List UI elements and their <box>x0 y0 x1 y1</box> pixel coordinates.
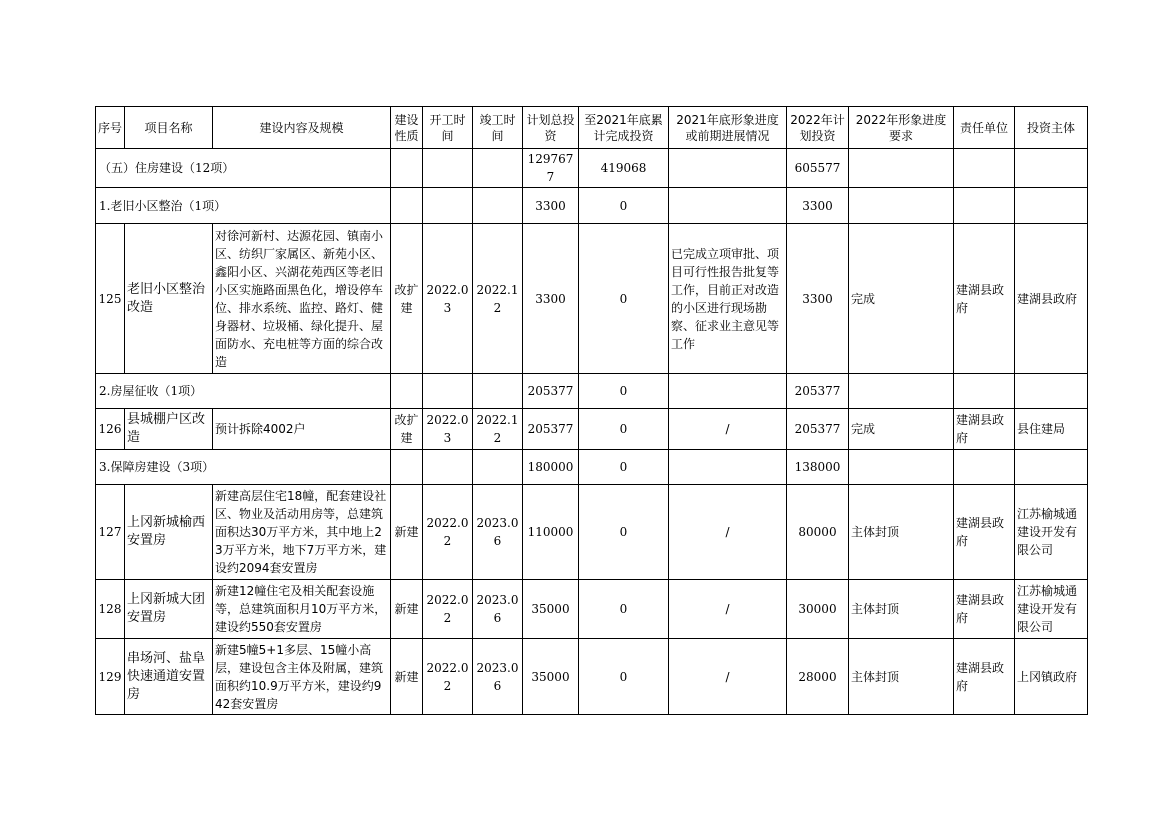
row-nature: 新建 <box>391 639 423 715</box>
row-done2021: 0 <box>579 580 669 639</box>
section-label: （五）住房建设（12项） <box>96 149 391 188</box>
header-unit: 责任单位 <box>954 107 1015 149</box>
row-plan2022: 3300 <box>787 224 849 374</box>
row-seq: 127 <box>96 485 125 580</box>
row-end: 2022.12 <box>473 409 523 450</box>
row-seq: 129 <box>96 639 125 715</box>
row-unit: 建湖县政府 <box>954 409 1015 450</box>
header-end: 竣工时间 <box>473 107 523 149</box>
section-done2021: 0 <box>579 374 669 409</box>
header-req2022: 2022年形象进度要求 <box>849 107 954 149</box>
header-seq: 序号 <box>96 107 125 149</box>
row-plan2022: 28000 <box>787 639 849 715</box>
row-end: 2022.12 <box>473 224 523 374</box>
header-total: 计划总投资 <box>523 107 579 149</box>
row-seq: 125 <box>96 224 125 374</box>
row-nature: 改扩建 <box>391 224 423 374</box>
row-total: 35000 <box>523 639 579 715</box>
section-label: 1.老旧小区整治（1项） <box>96 188 391 224</box>
table-row <box>96 485 1088 580</box>
row-plan2022: 205377 <box>787 409 849 450</box>
section-plan2022: 138000 <box>787 450 849 485</box>
housing-projects-sheet <box>95 106 1088 715</box>
row-req2022: 主体封顶 <box>849 639 954 715</box>
row-progress2021: / <box>669 409 787 450</box>
row-done2021: 0 <box>579 639 669 715</box>
header-name: 项目名称 <box>125 107 213 149</box>
row-unit: 建湖县政府 <box>954 485 1015 580</box>
section-total: 180000 <box>523 450 579 485</box>
row-name: 串场河、盐阜快速通道安置房 <box>125 639 213 715</box>
row-content: 新建5幢5+1多层、15幢小高层，建设包含主体及附属，建筑面积约10.9万平方米，建设约942套安置房 <box>213 639 391 715</box>
row-name: 上冈新城大团安置房 <box>125 580 213 639</box>
row-plan2022: 80000 <box>787 485 849 580</box>
row-name: 县城棚户区改造 <box>125 409 213 450</box>
row-total: 205377 <box>523 409 579 450</box>
table-row <box>96 409 1088 450</box>
row-investor: 上冈镇政府 <box>1015 639 1088 715</box>
section-row <box>96 188 1088 224</box>
row-progress2021: 已完成立项审批、项目可行性报告批复等工作，目前正对改造的小区进行现场勘察、征求业主意见等工作 <box>669 224 787 374</box>
row-start: 2022.02 <box>423 580 473 639</box>
row-nature: 新建 <box>391 580 423 639</box>
section-done2021: 0 <box>579 450 669 485</box>
header-done2021: 至2021年底累计完成投资 <box>579 107 669 149</box>
row-unit: 建湖县政府 <box>954 580 1015 639</box>
section-row <box>96 374 1088 409</box>
row-nature: 新建 <box>391 485 423 580</box>
header-plan2022: 2022年计划投资 <box>787 107 849 149</box>
row-start: 2022.03 <box>423 409 473 450</box>
row-content: 对徐河新村、达源花园、镇南小区、纺织厂家属区、新苑小区、鑫阳小区、兴湖花苑西区等老旧小区实施路面黑色化，增设停车位、排水系统、监控、路灯、健身器材、垃圾桶、绿化提升、屋面防水、充电桩等方面的综合改造 <box>213 224 391 374</box>
row-investor: 江苏榆城通建设开发有限公司 <box>1015 580 1088 639</box>
row-unit: 建湖县政府 <box>954 639 1015 715</box>
row-name: 上冈新城榆西安置房 <box>125 485 213 580</box>
table-row <box>96 224 1088 374</box>
header-row <box>96 107 1088 149</box>
row-total: 3300 <box>523 224 579 374</box>
section-label: 2.房屋征收（1项） <box>96 374 391 409</box>
row-progress2021: / <box>669 580 787 639</box>
row-req2022: 主体封顶 <box>849 580 954 639</box>
section-plan2022: 605577 <box>787 149 849 188</box>
section-label: 3.保障房建设（3项） <box>96 450 391 485</box>
row-name: 老旧小区整治改造 <box>125 224 213 374</box>
row-total: 110000 <box>523 485 579 580</box>
section-row <box>96 149 1088 188</box>
section-total: 1297677 <box>523 149 579 188</box>
row-seq: 126 <box>96 409 125 450</box>
row-investor: 建湖县政府 <box>1015 224 1088 374</box>
row-end: 2023.06 <box>473 485 523 580</box>
row-req2022: 完成 <box>849 409 954 450</box>
header-nature: 建设性质 <box>391 107 423 149</box>
row-req2022: 完成 <box>849 224 954 374</box>
row-start: 2022.02 <box>423 485 473 580</box>
header-content: 建设内容及规模 <box>213 107 391 149</box>
projects-table <box>95 106 1088 715</box>
row-content: 预计拆除4002户 <box>213 409 391 450</box>
row-req2022: 主体封顶 <box>849 485 954 580</box>
row-done2021: 0 <box>579 224 669 374</box>
section-done2021: 0 <box>579 188 669 224</box>
row-investor: 县住建局 <box>1015 409 1088 450</box>
table-row <box>96 639 1088 715</box>
row-nature: 改扩建 <box>391 409 423 450</box>
row-content: 新建12幢住宅及相关配套设施等，总建筑面积月10万平方米，建设约550套安置房 <box>213 580 391 639</box>
row-content: 新建高层住宅18幢，配套建设社区、物业及活动用房等，总建筑面积达30万平方米，其中地上23万平方米，地下7万平方米，建设约2094套安置房 <box>213 485 391 580</box>
row-done2021: 0 <box>579 485 669 580</box>
header-start: 开工时间 <box>423 107 473 149</box>
table-row <box>96 580 1088 639</box>
header-progress2021: 2021年底形象进度或前期进展情况 <box>669 107 787 149</box>
row-total: 35000 <box>523 580 579 639</box>
section-done2021: 419068 <box>579 149 669 188</box>
section-row <box>96 450 1088 485</box>
row-unit: 建湖县政府 <box>954 224 1015 374</box>
row-start: 2022.02 <box>423 639 473 715</box>
row-start: 2022.03 <box>423 224 473 374</box>
row-plan2022: 30000 <box>787 580 849 639</box>
section-total: 3300 <box>523 188 579 224</box>
row-investor: 江苏榆城通建设开发有限公司 <box>1015 485 1088 580</box>
row-seq: 128 <box>96 580 125 639</box>
row-end: 2023.06 <box>473 580 523 639</box>
section-total: 205377 <box>523 374 579 409</box>
section-plan2022: 205377 <box>787 374 849 409</box>
header-investor: 投资主体 <box>1015 107 1088 149</box>
row-end: 2023.06 <box>473 639 523 715</box>
row-progress2021: / <box>669 639 787 715</box>
section-plan2022: 3300 <box>787 188 849 224</box>
row-done2021: 0 <box>579 409 669 450</box>
row-progress2021: / <box>669 485 787 580</box>
